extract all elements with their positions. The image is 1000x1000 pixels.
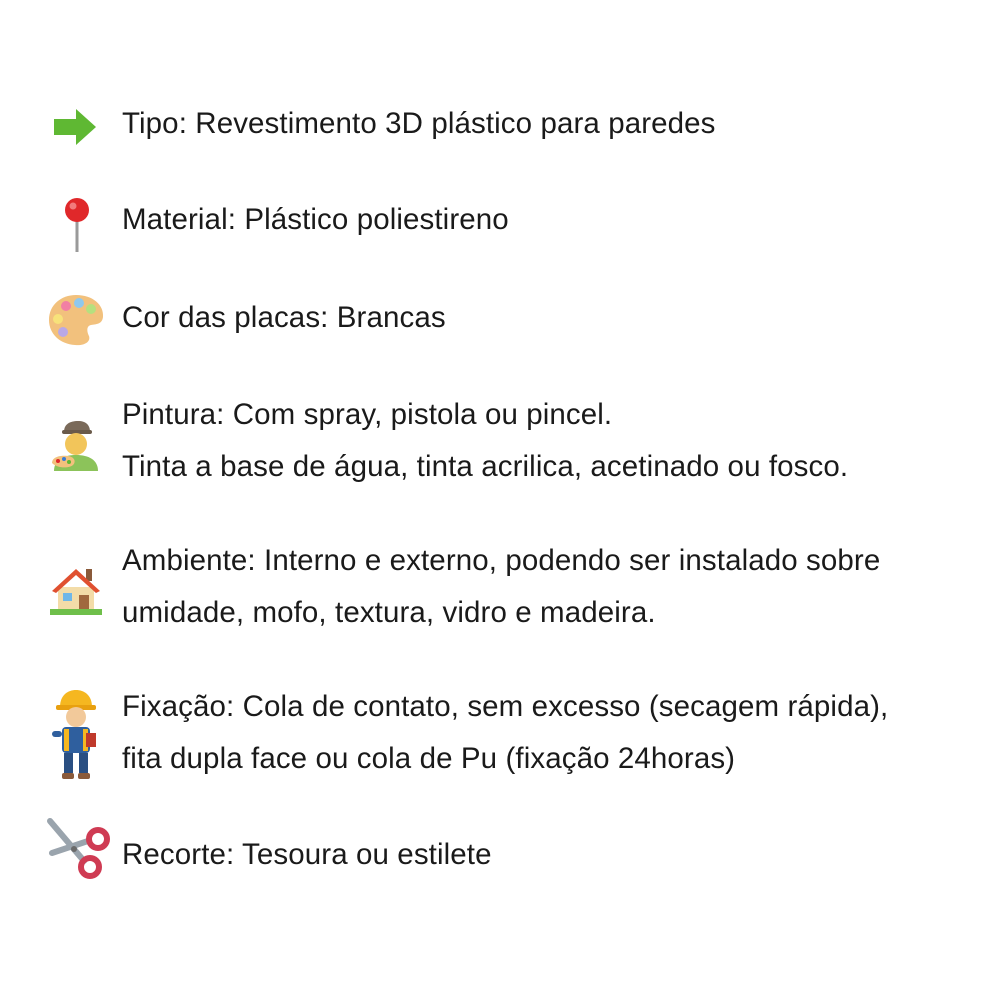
green-arrow-right-icon [50,102,100,152]
house-icon [50,563,102,615]
item-text [122,391,982,491]
item-line: Material: Plástico poliestireno [122,203,509,236]
item-line: Recorte: Tesoura ou estilete [122,838,492,871]
item-line: Fixação: Cola de contato, sem excesso (secagem rápida), [122,690,889,723]
item-text [122,537,982,637]
scissors-icon [44,817,110,889]
construction-worker-icon [50,687,100,781]
item-line: Ambiente: Interno e externo, podendo ser instalado sobre [122,544,881,577]
item-line: fita dupla face ou cola de Pu (fixação 24horas) [122,742,736,775]
item-line: Pintura: Com spray, pistola ou pincel. [122,398,613,431]
item-text [122,831,982,879]
item-line: Tinta a base de água, tinta acrilica, acetinado ou fosco. [122,450,849,483]
artist-palette-icon [46,292,106,348]
item-line: Tipo: Revestimento 3D plástico para paredes [122,107,716,140]
item-line: umidade, mofo, textura, vidro e madeira. [122,596,656,629]
item-line: Cor das placas: Brancas [122,301,446,334]
round-pushpin-icon [52,196,102,256]
painter-icon [48,417,104,473]
item-text [122,294,982,342]
item-text [122,100,982,148]
item-text [122,196,982,244]
item-text [122,683,982,783]
